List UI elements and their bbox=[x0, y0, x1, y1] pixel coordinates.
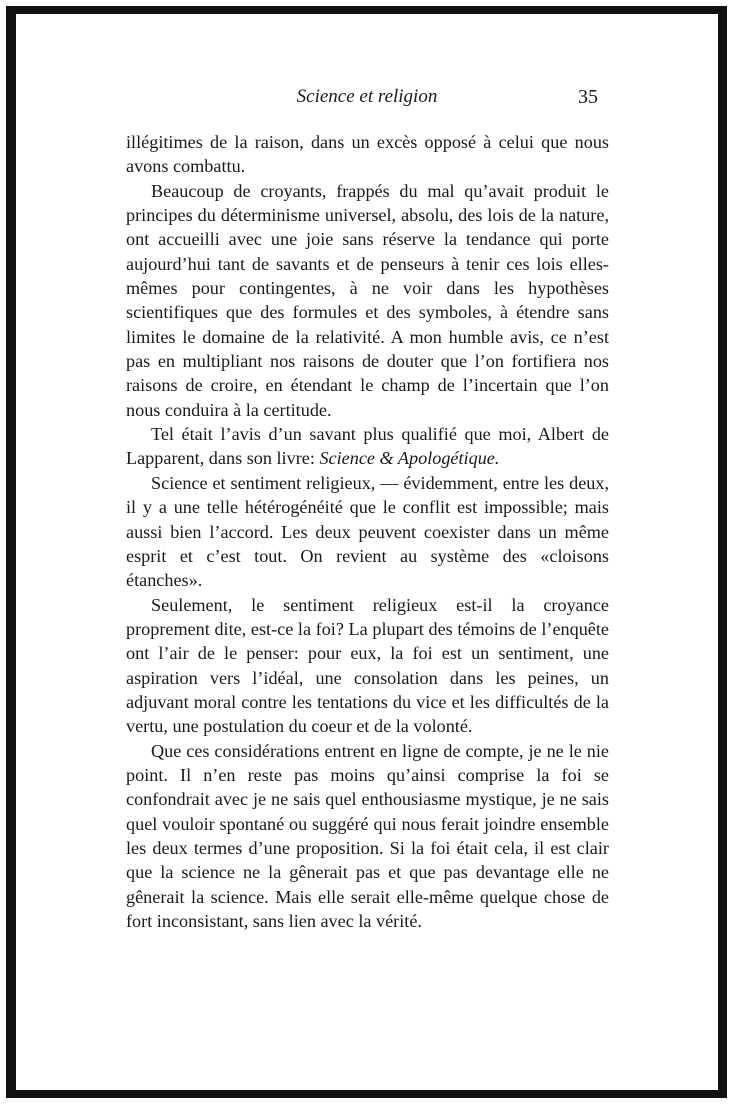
paragraph-continuation: illégitimes de la raison, dans un excès opposé à celui que nous avons combattu. bbox=[126, 132, 609, 177]
paragraph-foi: Seulement, le sentiment religieux est-il la croyance proprement dite, est-ce la foi? La plupart des témoins de l’enquête ont l’air de le penser: pour eux, la foi est un sentiment, une aspiration vers l’idéal, une consolation dans les peines, un adjuvant moral contre les tentations du vice et les difficultés de la vertu, une postulation du coeur et de la volonté. bbox=[126, 594, 609, 737]
body-text bbox=[126, 130, 609, 933]
page-frame bbox=[6, 6, 727, 1098]
paragraph-sentiment: Science et sentiment religieux, — évidemment, entre les deux, il y a une telle hétérogénéité que le conflit est impossible; mais aussi bien l’accord. Les deux peuvent coexister dans un même esprit et c’est tout. On revient au système des «cloisons étanches». bbox=[126, 472, 609, 591]
book-page bbox=[16, 14, 718, 1090]
paragraph-lapparent-text: Tel était l’avis d’un savant plus qualifié que moi, Albert de Lapparent, dans son livre: bbox=[126, 424, 609, 469]
paragraph-considerations: Que ces considérations entrent en ligne de compte, je ne le nie point. Il n’en reste pas moins qu’ainsi comprise la foi se confondrait avec je ne sais quel enthousiasme mystique, je ne sais quel vouloir spontané ou suggéré qui nous ferait joindre ensemble les deux termes d’une proposition. Si la foi était cela, il est clair que la science ne la gênerait pas et que pas devantage elle ne gênerait la science. Mais elle serait elle-même quelque chose de fort inconsistant, sans lien avec la vérité. bbox=[126, 740, 609, 931]
book-title: Science & Apologétique. bbox=[319, 448, 500, 469]
running-title: Science et religion bbox=[296, 86, 438, 107]
paragraph-croyants: Beaucoup de croyants, frappés du mal qu’avait produit le principes du déterminisme universel, absolu, des lois de la nature, ont accueilli avec une joie sans réserve la tendance qui porte aujourd’hui tant de savants et de penseurs à tenir ces lois elles-mêmes pour contingentes, à ne voir dans les hypothèses scientifiques que des formules et des symboles, à étendre sans limites le domaine de la relativité. A mon humble avis, ce n’est pas en multipliant nos raisons de douter que l’on fortifiera nos raisons de croire, en étendant le champ de l’incertain que l’on nous conduira à la certitude. bbox=[126, 180, 609, 420]
running-head bbox=[16, 86, 718, 112]
paragraph-lapparent bbox=[126, 422, 609, 471]
page-number: 35 bbox=[578, 86, 598, 108]
